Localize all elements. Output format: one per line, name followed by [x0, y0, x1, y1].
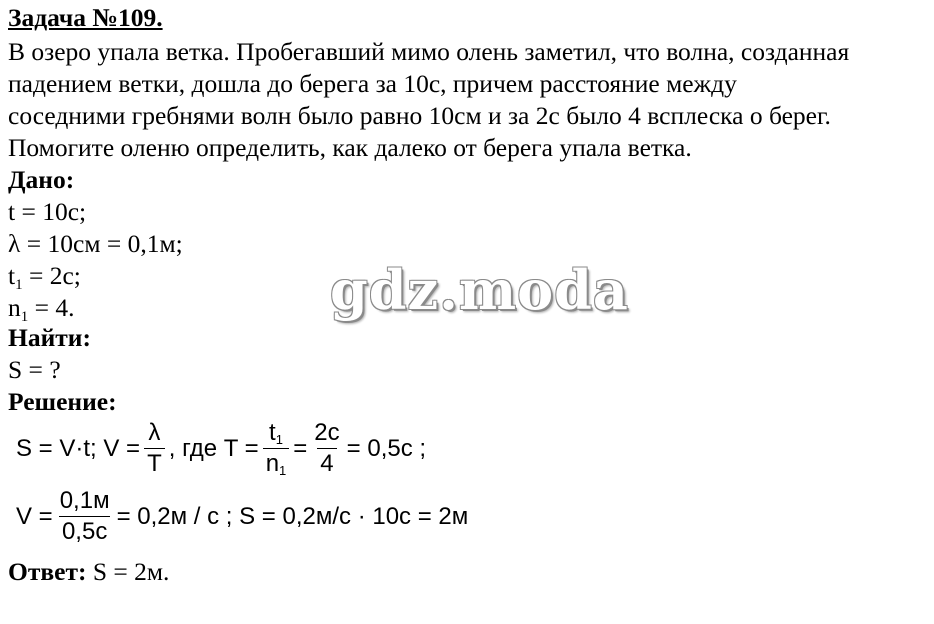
answer-line	[8, 556, 169, 588]
problem-text-line: падением ветки, дошла до берега за 10с, причем расстояние между	[8, 69, 737, 98]
solution-heading: Решение:	[8, 387, 117, 416]
answer-label: Ответ:	[8, 557, 87, 586]
fraction-2s-over-4: $\frac{2с}{4}$	[314, 419, 340, 477]
given-t1: $t_1 = 2с$;	[8, 261, 81, 293]
problem-text-line: Помогите оленю определить, как далеко от берега упала ветка.	[8, 133, 692, 162]
problem-text-line: соседними гребнями волн было равно 10см и за 2с было 4 всплеска о берег.	[8, 101, 831, 130]
find-heading: Найти:	[8, 323, 91, 352]
solution-formula-line-1: S = V·t; V = $\frac{\lambda}{T}$ , где T = $\frac{t_1}{n_1}$ = $\frac{2с}{4}$ = 0,5с ;	[16, 419, 427, 478]
problem-text-line: В озеро упала ветка. Пробегавший мимо олень заметил, что волна, созданная	[8, 37, 850, 66]
problem-title: Задача №109.	[8, 3, 163, 32]
watermark-logo: gdz.moda	[330, 258, 629, 322]
given-heading: Дано:	[8, 165, 75, 194]
given-lambda: λ = 10см = 0,1м;	[8, 229, 183, 258]
fraction-lambda-over-T: $\frac{\lambda}{T}$	[144, 418, 165, 479]
solution-formula-line-2: V = $\frac{0,1м}{0,5с}$ = 0,2м / с ; S = 0,2м/с · 10с = 2м	[16, 487, 469, 545]
given-t: t = 10с;	[8, 197, 87, 226]
find-value: S = ?	[8, 355, 61, 384]
given-n1: $n_1 = 4$.	[8, 293, 75, 325]
fraction-t1-over-n1: $\frac{t_1}{n_1}$	[263, 418, 290, 479]
fraction-velocity: $\frac{0,1м}{0,5с}$	[59, 487, 110, 545]
answer-value: S = 2м.	[86, 557, 170, 586]
